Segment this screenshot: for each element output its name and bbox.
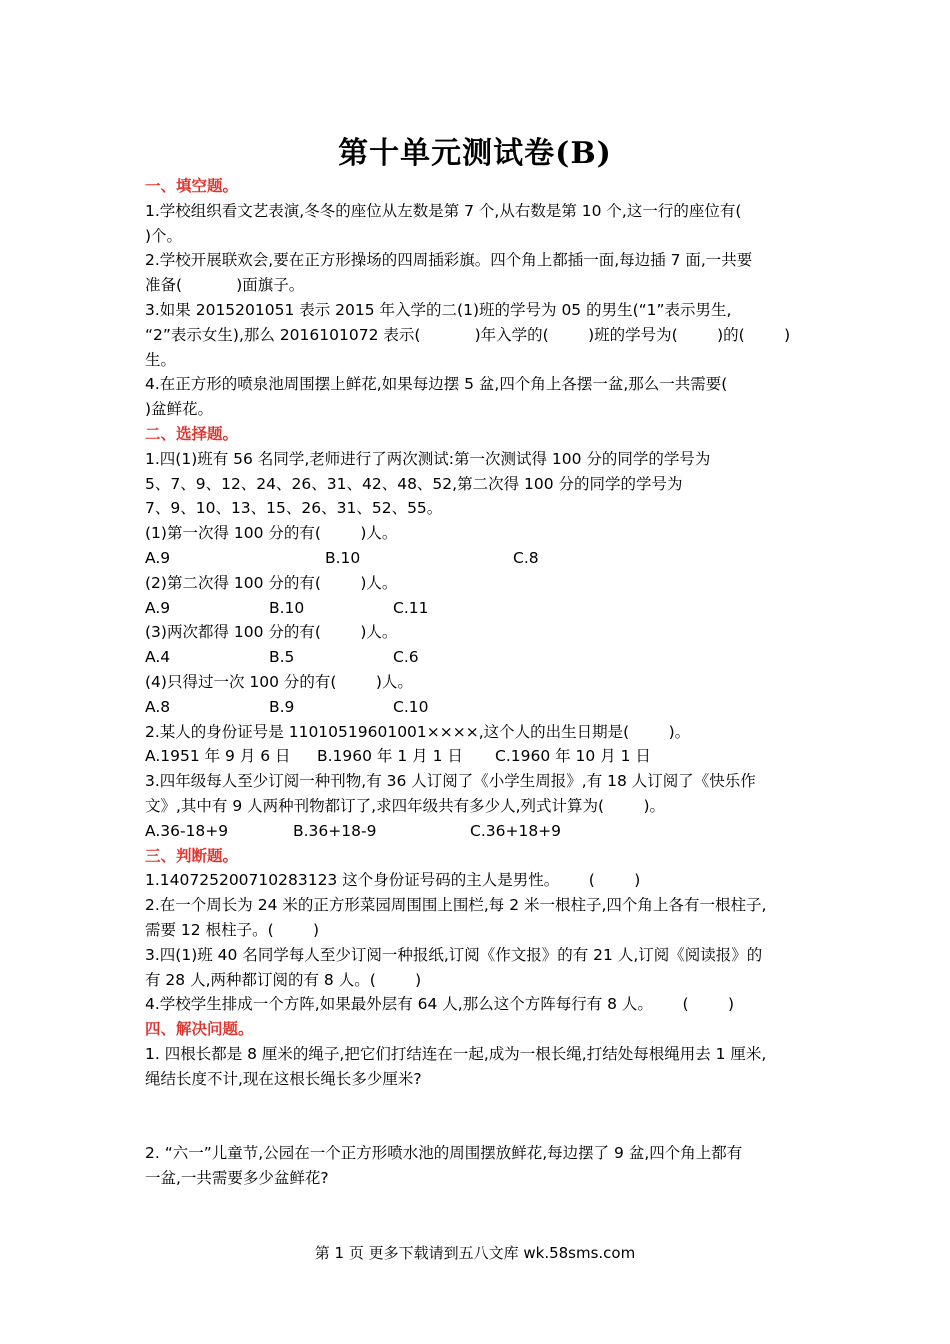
- question-text: 文》,其中有 9 人两种刊物都订了,求四年级共有多少人,列式计算为( )。: [145, 796, 666, 815]
- option-c: C.36+18+9: [470, 821, 562, 840]
- sub-question-text: (2)第二次得 100 分的有( )人。: [145, 573, 398, 592]
- section-heading-fill-blank: 一、填空题。: [145, 177, 239, 195]
- sub-question-text: (1)第一次得 100 分的有( )人。: [145, 524, 398, 543]
- option-row: [145, 819, 805, 844]
- option-b: B.36+18-9: [293, 821, 377, 840]
- question-text: 4.学校学生排成一个方阵,如果最外层有 64 人,那么这个方阵每行有 8 人。 ( ): [145, 995, 735, 1014]
- option-b: B.9: [269, 697, 295, 716]
- sub-question-text: (3)两次都得 100 分的有( )人。: [145, 623, 398, 642]
- question-text: 5、7、9、12、24、26、31、42、48、52,第二次得 100 分的同学的学号为: [145, 474, 683, 493]
- question-text: )个。: [145, 226, 183, 245]
- page-footer: 第 1 页 更多下载请到五八文库 wk.58sms.com: [314, 1244, 636, 1262]
- option-row: [145, 645, 805, 670]
- question-text: 1.140725200710283123 这个身份证号码的主人是男性。 ( ): [145, 871, 641, 890]
- question-text: 需要 12 根柱子。( ): [145, 920, 320, 939]
- option-a: A.9: [145, 598, 171, 617]
- question-text: )盆鲜花。: [145, 400, 214, 419]
- question-text: 4.在正方形的喷泉池周围摆上鲜花,如果每边摆 5 盆,四个角上各摆一盆,那么一共需要(: [145, 375, 728, 394]
- question-text: 2.学校开展联欢会,要在正方形操场的四周插彩旗。四个角上都插一面,每边插 7 面,一共要: [145, 251, 753, 270]
- option-row: [145, 695, 805, 720]
- page-title: 第十单元测试卷(B): [338, 136, 612, 171]
- question-text: 2.某人的身份证号是 11010519601001××××,这个人的出生日期是( )。: [145, 722, 691, 741]
- option-c: C.11: [393, 598, 429, 617]
- answer-space: [145, 1091, 805, 1141]
- option-a: A.4: [145, 648, 171, 667]
- option-row: [145, 596, 805, 621]
- question-text: 生。: [145, 350, 177, 369]
- question-text: 1.四(1)班有 56 名同学,老师进行了两次测试:第一次测试得 100 分的同学的学号为: [145, 449, 711, 468]
- option-b: B.1960 年 1 月 1 日: [317, 747, 463, 766]
- option-b: B.10: [325, 548, 361, 567]
- option-b: B.5: [269, 648, 295, 667]
- option-a: A.9: [145, 548, 171, 567]
- question-text: 一盆,一共需要多少盆鲜花?: [145, 1168, 329, 1187]
- question-text: 绳结长度不计,现在这根长绳长多少厘米?: [145, 1069, 422, 1088]
- question-text: 有 28 人,两种都订阅的有 8 人。( ): [145, 970, 422, 989]
- question-text: 7、9、10、13、15、26、31、52、55。: [145, 499, 443, 518]
- question-text: 3.四年级每人至少订阅一种刊物,有 36 人订阅了《小学生周报》,有 18 人订阅了《快乐作: [145, 772, 756, 791]
- document-body: [145, 174, 805, 1191]
- option-c: C.8: [513, 548, 539, 567]
- question-text: 2.在一个周长为 24 米的正方形菜园周围围上围栏,每 2 米一根柱子,四个角上各有一根柱子,: [145, 896, 767, 915]
- section-heading-true-false: 三、判断题。: [145, 846, 239, 865]
- option-c: C.1960 年 10 月 1 日: [495, 747, 651, 766]
- section-heading-multiple-choice: 二、选择题。: [145, 424, 239, 443]
- option-a: A.1951 年 9 月 6 日: [145, 747, 291, 766]
- option-a: A.36-18+9: [145, 821, 229, 840]
- sub-question-text: (4)只得过一次 100 分的有( )人。: [145, 672, 413, 691]
- question-text: 1.学校组织看文艺表演,冬冬的座位从左数是第 7 个,从右数是第 10 个,这一行的座位有(: [145, 201, 742, 220]
- question-text: 2. “六一”儿童节,公园在一个正方形喷水池的周围摆放鲜花,每边摆了 9 盆,四个角上都有: [145, 1144, 743, 1163]
- question-text: 3.四(1)班 40 名同学每人至少订阅一种报纸,订阅《作文报》的有 21 人,订阅《阅读报》的: [145, 945, 763, 964]
- question-text: 3.如果 2015201051 表示 2015 年入学的二(1)班的学号为 05 的男生(“1”表示男生,: [145, 300, 732, 319]
- question-text: “2”表示女生),那么 2016101072 表示( )年入学的( )班的学号为( )的( ): [145, 325, 791, 344]
- option-c: C.6: [393, 648, 419, 667]
- option-row: [145, 546, 805, 571]
- option-row: [145, 744, 805, 769]
- option-a: A.8: [145, 697, 171, 716]
- option-c: C.10: [393, 697, 429, 716]
- question-text: 1. 四根长都是 8 厘米的绳子,把它们打结连在一起,成为一根长绳,打结处每根绳用去 1 厘米,: [145, 1044, 767, 1063]
- option-b: B.10: [269, 598, 305, 617]
- section-heading-word-problems: 四、解决问题。: [145, 1020, 254, 1039]
- question-text: 准备( )面旗子。: [145, 276, 305, 295]
